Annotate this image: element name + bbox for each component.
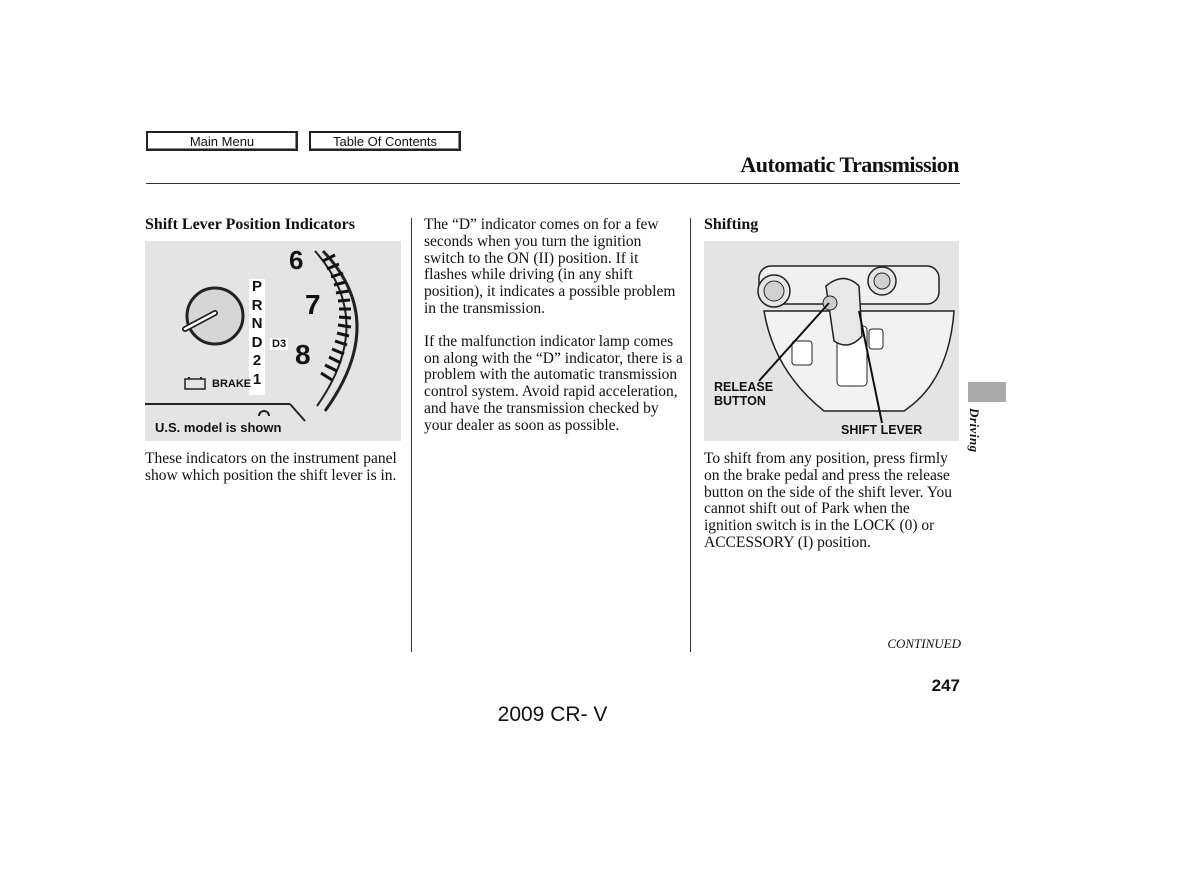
shifting-heading: Shifting (704, 216, 759, 233)
gear-letter: P (251, 278, 262, 295)
console-button-icon (792, 341, 812, 365)
continued-label: CONTINUED (887, 636, 961, 651)
console-button-icon (869, 329, 883, 349)
gear-letter: D (251, 333, 263, 351)
tachometer-ticks (321, 255, 351, 380)
title-divider (146, 183, 960, 184)
tach-number: 6 (289, 245, 304, 275)
shift-lever-figure (704, 241, 959, 441)
main-menu-button[interactable]: Main Menu (146, 131, 298, 151)
gear-position-list (249, 278, 265, 389)
paragraph: To shift from any position, press firmly on the brake pedal and press the release button on the side of the shift lever. You cannot shift out of Park when the ignition switch is in the LOCK (0) or ACCESSORY (I) position. (704, 450, 952, 551)
paragraph: These indicators on the instrument panel show which position the shift lever is in. (145, 450, 397, 484)
release-label-line: BUTTON (714, 394, 766, 408)
indicator-explanation (424, 217, 684, 451)
shift-indicator-text (145, 451, 397, 501)
shifting-text (704, 451, 956, 568)
column-divider-1 (411, 218, 412, 652)
paragraph: If the malfunction indicator lamp comes on along with the “D” indicator, there is a problem with the automatic transmission control system. Avoid rapid acceleration, and have the transmission checked by your dealer as soon as possible. (424, 332, 683, 434)
shift-indicator-heading: Shift Lever Position Indicators (145, 216, 355, 233)
brake-indicator: BRAKE (212, 378, 252, 390)
table-of-contents-button[interactable]: Table Of Contents (309, 131, 461, 151)
gear-letter: N (251, 315, 263, 332)
battery-icon (185, 379, 205, 389)
paragraph: The “D” indicator comes on for a few seconds when you turn the ignition switch to the ON (II) position. If it flashes while driving (in any shift position), it indicates a possible problem in the transmission. (424, 216, 676, 317)
column-divider-2 (690, 218, 691, 652)
figure-caption: U.S. model is shown (155, 420, 282, 435)
d3-indicator: D3 (272, 338, 287, 350)
shift-lever-label: SHIFT LEVER (841, 423, 923, 437)
tach-number: 7 (305, 289, 321, 320)
page-title: Automatic Transmission (740, 152, 959, 177)
gear-letter: R (251, 296, 263, 314)
tach-number: 8 (295, 339, 311, 370)
section-tab-marker (968, 382, 1006, 402)
instrument-panel-figure (145, 241, 401, 441)
section-tab-label: Driving (967, 408, 982, 453)
indicator-lamp-icon (259, 411, 269, 416)
footer-model: 2009 CR- V (497, 703, 608, 726)
gear-letter: 1 (252, 370, 262, 388)
release-button-label (714, 380, 773, 408)
page-number: 247 (931, 676, 960, 695)
gear-letter: 2 (252, 352, 262, 369)
release-label-line: RELEASE (714, 380, 774, 394)
shift-lever-illustration (704, 241, 959, 441)
